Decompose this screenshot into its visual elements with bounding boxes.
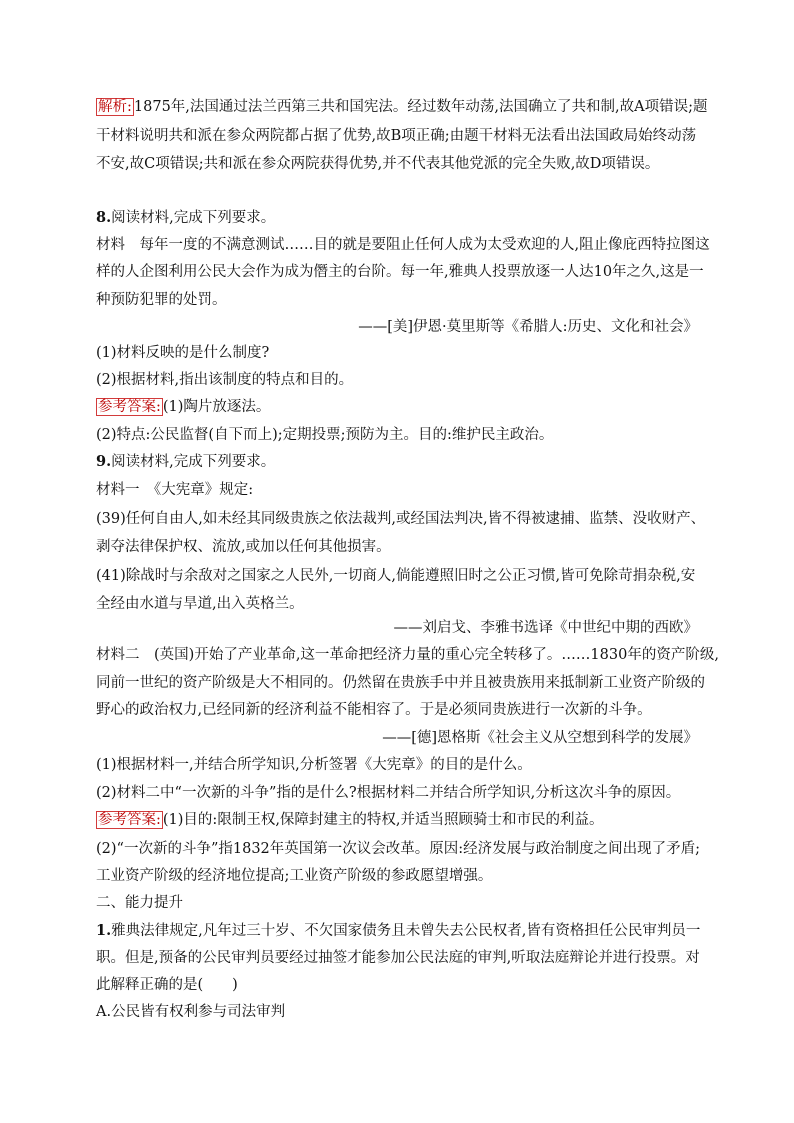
q8-title: 阅读材料,完成下列要求。 (111, 210, 276, 226)
q9-material-1: 材料一 《大宪章》规定: (96, 482, 254, 498)
q8-heading (96, 206, 706, 230)
q9-source-1: ——刘启戈、李雅书选译《中世纪中期的西欧》 (393, 620, 698, 636)
q9-requirement-1: (1)根据材料一,并结合所学知识,分析签署《大宪章》的目的是什么。 (96, 757, 532, 773)
q9-material-5: 全经由水道与旱道,出入英格兰。 (96, 596, 304, 612)
q9-material-2: (39)任何自由人,如未经其同级贵族之依法裁判,或经国法判决,皆不得被逮捕、监禁、没收财产、 (96, 511, 706, 527)
p1-number: 1. (96, 922, 112, 939)
q9-answer-text-1: (1)目的:限制王权,保障封建主的特权,并适当照顾骑士和市民的利益。 (162, 812, 604, 828)
p1-line-3: 此解释正确的是( ) (96, 977, 238, 993)
q8-answer-1 (96, 395, 706, 419)
q8-answer-text-1: (1)陶片放逐法。 (162, 399, 271, 415)
answer-tag-2: 参考答案: (98, 812, 161, 828)
q9-source-2: ——[德]恩格斯《社会主义从空想到科学的发展》 (382, 730, 698, 746)
q9-requirement-2: (2)材料二中“一次新的斗争”指的是什么?根据材料二并结合所学知识,分析这次斗争的原因。 (96, 785, 681, 801)
q8-number: 8. (96, 209, 112, 226)
q8-material-3: 种预防犯罪的处罚。 (96, 292, 227, 308)
q9-answer-2: (2)“一次新的斗争”指1832年英国第一次议会改革。原因:经济发展与政治制度之间出现了矛盾; (96, 841, 701, 857)
analysis-line-2: 干材料说明共和派在参众两院都占据了优势,故B项正确;由题干材料无法看出法国政局始终动荡 (96, 128, 697, 144)
q9-material-6: 材料二 (英国)开始了产业革命,这一革命把经济力量的重心完全转移了。……1830年的资产阶级, (96, 647, 719, 663)
q8-source: ——[美]伊恩·莫里斯等《希腊人:历史、文化和社会》 (358, 319, 698, 335)
q8-requirement-1: (1)材料反映的是什么制度? (96, 345, 270, 361)
p1-line-2: 职。但是,预备的公民审判员要经过抽签才能参加公民法庭的审判,听取法庭辩论并进行投票。对 (96, 950, 700, 966)
analysis-line-1 (96, 95, 706, 119)
section-heading: 二、能力提升 (96, 895, 183, 911)
p1-option-a: A.公民皆有权利参与司法审判 (96, 1004, 286, 1020)
analysis-line-3: 不安,故C项错误;共和派在参众两院获得优势,并不代表其他党派的完全失败,故D项错误。 (96, 156, 660, 172)
q9-material-7: 同前一世纪的资产阶级是大不相同的。仍然留在贵族手中并且被贵族用来抵制新工业资产阶级的 (96, 675, 705, 691)
analysis-tag: 解析: (98, 99, 132, 115)
q9-material-4: (41)除战时与余敌对之国家之人民外,一切商人,倘能遵照旧时之公正习惯,皆可免除苛捐杂税,安 (96, 568, 696, 584)
q9-answer-3: 工业资产阶级的经济地位提高;工业资产阶级的参政愿望增强。 (96, 868, 493, 884)
q9-heading (96, 450, 706, 474)
analysis-text-1: 1875年,法国通过法兰西第三共和国宪法。经过数年动荡,法国确立了共和制,故A项错误;题 (133, 99, 708, 115)
q8-requirement-2: (2)根据材料,指出该制度的特点和目的。 (96, 372, 354, 388)
q9-material-3: 剥夺法律保护权、流放,或加以任何其他损害。 (96, 539, 391, 555)
q8-material-1: 材料 每年一度的不满意测试……目的就是要阻止任何人成为太受欢迎的人,阻止像庇西特拉图这 (96, 237, 710, 253)
p1-text-1: 雅典法律规定,凡年过三十岁、不欠国家债务且未曾失去公民权者,皆有资格担任公民审判员一 (111, 923, 701, 939)
q8-answer-2: (2)特点:公民监督(自下而上);定期投票;预防为主。目的:维护民主政治。 (96, 427, 554, 443)
q9-answer-1 (96, 808, 706, 832)
q8-material-2: 样的人企图利用公民大会作为成为僭主的台阶。每一年,雅典人投票放逐一人达10年之久,这是一 (96, 264, 704, 280)
q9-number: 9. (96, 453, 112, 470)
p1-line-1 (96, 919, 706, 943)
answer-tag: 参考答案: (98, 399, 161, 415)
q9-material-8: 野心的政治权力,已经同新的经济利益不能相容了。于是必须同贵族进行一次新的斗争。 (96, 702, 652, 718)
q9-title: 阅读材料,完成下列要求。 (111, 454, 276, 470)
